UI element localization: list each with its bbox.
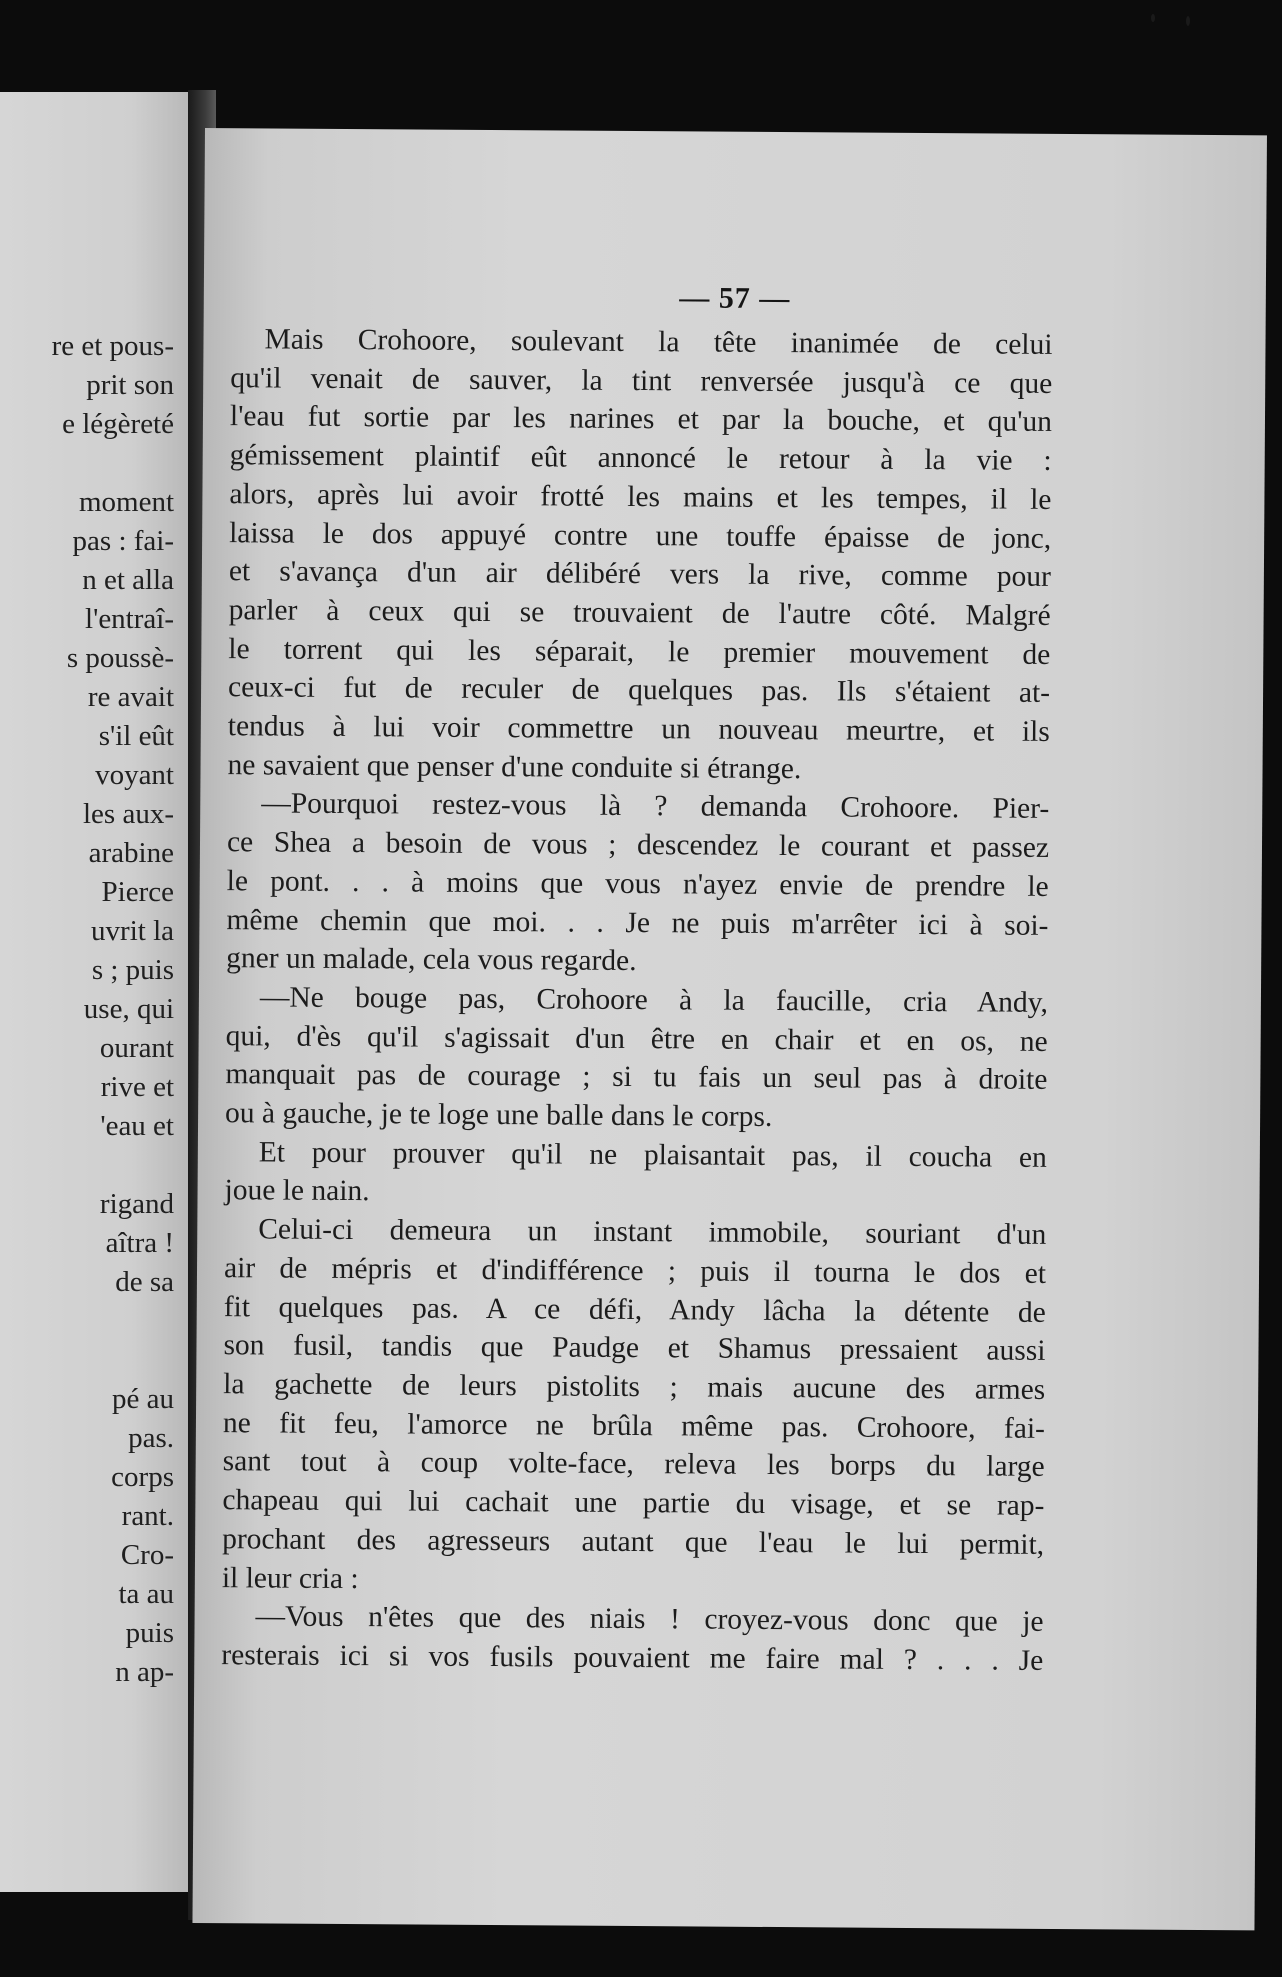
text-line: prochant des agresseurs autant que l'eau le lui permit, (222, 1522, 1045, 1561)
text-line: —Ne bouge pas, Crohoore à la faucille, cria Andy, (259, 981, 1049, 1019)
left-page-line: pas : fai- (72, 525, 174, 557)
left-page-line: re et pous- (51, 330, 174, 362)
text-line: son fusil, tandis que Paudge et Shamus pressaient aussi (223, 1329, 1046, 1368)
text-line: —Pourquoi restez-vous là ? demanda Crohoore. Pier- (261, 787, 1050, 826)
left-page-line: rigand (99, 1188, 174, 1220)
text-line: même chemin que moi. . . Je ne puis m'arrêter ici à soi- (226, 903, 1049, 942)
text-line: ne savaient que penser d'une conduite si étrange. (227, 748, 802, 785)
left-page-line: n et alla (82, 564, 174, 596)
text-line: air de mépris et d'indifférence ; puis il tourna le dos et (223, 1252, 1047, 1290)
left-page-line: s'il eût (98, 720, 174, 752)
left-page-line: Pierce (101, 876, 174, 908)
left-page-line: l'entraî- (85, 603, 174, 635)
left-page-line: 'eau et (100, 1110, 174, 1142)
text-line: il leur cria : (221, 1561, 359, 1595)
text-line: gner un malade, cela vous regarde. (226, 942, 637, 978)
text-line: l'eau fut sortie par les narines et par la bouche, et qu'un (229, 400, 1053, 439)
text-line: gémissement plaintif eût annoncé le retour à la vie : (229, 439, 1052, 478)
left-page-line (52, 1302, 174, 1341)
text-line: laissa le dos appuyé contre une touffe épaisse de jonc, (229, 516, 1052, 555)
left-page-line (52, 1341, 174, 1380)
text-line: ne fit feu, l'amorce ne brûla même pas. Crohoore, fai- (222, 1406, 1046, 1445)
text-line: ce Shea a besoin de vous ; descendez le courant et passez (226, 826, 1050, 865)
left-page-line: rant. (121, 1500, 174, 1532)
left-page-line: s ; puis (91, 954, 174, 986)
text-line: sant tout à coup volte-face, releva les borps du large (222, 1445, 1045, 1484)
left-page-line (52, 444, 174, 483)
left-page-line: s poussè- (66, 642, 174, 674)
left-page-line: use, qui (83, 993, 174, 1025)
left-page-line: arabine (88, 837, 174, 869)
text-line: Mais Crohoore, soulevant la tête inanimée de celui (264, 323, 1053, 361)
left-page-line: re avait (87, 681, 174, 713)
text-line: qui, d'ès qu'il s'agissait d'un être en chair et en os, ne (225, 1019, 1048, 1058)
text-line: le torrent qui les séparait, le premier mouvement de (228, 632, 1051, 671)
text-line: joue le nain. (224, 1174, 370, 1208)
text-line: alors, après lui avoir frotté les mains et les tempes, il le (229, 477, 1052, 516)
text-line: chapeau qui lui cachait une partie du visage, et se rap- (222, 1484, 1045, 1522)
text-line: resterais ici si vos fusils pouvaient me faire mal ? . . . Je (221, 1639, 1044, 1677)
left-page-line: de sa (115, 1266, 174, 1298)
left-page-line: ourant (99, 1032, 174, 1064)
text-line: le pont. . . à moins que vous n'ayez envie de prendre le (226, 865, 1049, 903)
left-page-line: prit son (86, 369, 174, 401)
left-page-line: n ap- (115, 1656, 174, 1688)
scan-speck (1151, 14, 1155, 22)
text-line: Celui-ci demeura un instant immobile, souriant d'un (258, 1213, 1047, 1252)
text-line: —Vous n'êtes que des niais ! croyez-vous donc que je (255, 1600, 1044, 1639)
text-line: Et pour prouver qu'il ne plaisantait pas, il coucha en (258, 1136, 1047, 1174)
left-page-line: moment (78, 486, 174, 518)
left-page-line (52, 1146, 174, 1185)
left-page (0, 92, 188, 1892)
right-page (192, 128, 1267, 1930)
text-line: fit quelques pas. A ce défi, Andy lâcha la détente de (223, 1290, 1046, 1329)
text-line: la gachette de leurs pistolits ; mais aucune des armes (223, 1368, 1046, 1406)
text-line: qu'il venait de sauver, la tint renversée jusqu'à ce que (230, 361, 1053, 400)
text-line: ou à gauche, je te loge une balle dans le corps. (225, 1097, 773, 1134)
scan-speck (1186, 16, 1190, 26)
text-line: ceux-ci fut de reculer de quelques pas. Ils s'étaient at- (227, 671, 1051, 710)
page-number: — 57 — (679, 281, 791, 316)
text-line: tendus à lui voir commettre un nouveau meurtre, et ils (227, 710, 1050, 748)
text-line: parler à ceux qui se trouvaient de l'autre côté. Malgré (228, 594, 1051, 632)
left-page-line: puis (125, 1617, 174, 1649)
left-page-line: rive et (100, 1071, 174, 1103)
left-page-line: les aux- (83, 798, 174, 830)
left-page-line: Cro- (120, 1539, 174, 1571)
page-body-text (221, 320, 1052, 1680)
left-page-line: corps (111, 1461, 174, 1493)
left-page-text (52, 327, 174, 1692)
left-page-line: pé au (112, 1383, 174, 1415)
left-page-line: ta au (118, 1578, 174, 1610)
text-line: manquait pas de courage ; si tu fais un seul pas à droite (225, 1058, 1048, 1097)
left-page-line: uvrit la (91, 915, 174, 947)
left-page-line: e légèreté (62, 408, 174, 440)
left-page-line: aîtra ! (105, 1227, 174, 1259)
left-page-line: voyant (95, 759, 174, 791)
text-line: et s'avança d'un air délibéré vers la rive, comme pour (228, 555, 1051, 594)
left-page-line: pas. (128, 1422, 174, 1454)
